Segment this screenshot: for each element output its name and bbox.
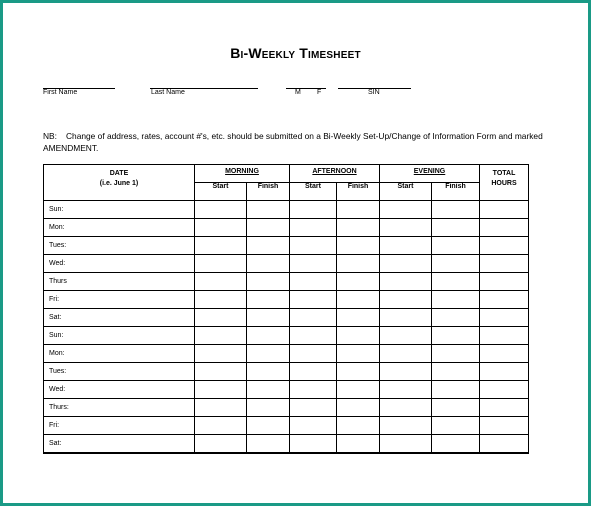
time-cell[interactable] [290,363,337,381]
table-row [44,435,529,453]
time-cell[interactable] [290,327,337,345]
day-label: Sat: [44,309,195,327]
change-note [43,130,563,154]
time-cell[interactable] [432,363,480,381]
title-text: Bi-Weekly Timesheet [230,45,361,61]
date-subheader-label: (i.e. June 1) [99,180,139,187]
day-label: Sat: [44,435,195,453]
total-cell[interactable] [480,237,529,255]
table-row [44,309,529,327]
time-cell[interactable] [432,273,480,291]
time-cell[interactable] [290,273,337,291]
time-cell[interactable] [432,327,480,345]
day-label: Tues: [44,237,195,255]
time-cell[interactable] [337,381,380,399]
time-cell[interactable] [337,309,380,327]
time-cell[interactable] [380,273,432,291]
time-cell[interactable] [290,219,337,237]
time-cell[interactable] [432,219,480,237]
time-cell[interactable] [195,399,247,417]
time-cell[interactable] [247,219,290,237]
time-cell[interactable] [195,273,247,291]
time-cell[interactable] [290,399,337,417]
time-cell[interactable] [195,309,247,327]
note-prefix: NB: [43,131,57,141]
table-row [44,219,529,237]
total-cell[interactable] [480,363,529,381]
total-cell[interactable] [480,291,529,309]
total-cell[interactable] [480,327,529,345]
table-row [44,399,529,417]
morning-finish-header: Finish [247,183,290,201]
time-cell[interactable] [247,345,290,363]
time-cell[interactable] [337,399,380,417]
time-cell[interactable] [380,417,432,435]
total-cell[interactable] [480,381,529,399]
table-row [44,381,529,399]
morning-start-header: Start [195,183,247,201]
time-cell[interactable] [290,201,337,219]
day-label: Fri: [44,417,195,435]
gender-m-label: M [295,89,301,96]
time-cell[interactable] [247,435,290,453]
total-cell[interactable] [480,345,529,363]
table-row [44,237,529,255]
time-cell[interactable] [195,327,247,345]
time-cell[interactable] [195,381,247,399]
time-cell[interactable] [337,327,380,345]
page-title [0,45,591,61]
total-cell[interactable] [480,399,529,417]
time-cell[interactable] [432,291,480,309]
sin-label: SIN [368,89,380,96]
day-label: Wed: [44,381,195,399]
time-cell[interactable] [337,363,380,381]
time-cell[interactable] [247,273,290,291]
first-name-label: First Name [43,89,78,96]
day-label: Sun: [44,327,195,345]
time-cell[interactable] [195,219,247,237]
total-label: TOTAL [492,170,516,177]
time-cell[interactable] [432,255,480,273]
time-cell[interactable] [195,237,247,255]
time-cell[interactable] [195,201,247,219]
time-cell[interactable] [290,417,337,435]
timesheet-table [43,164,529,454]
day-label: Tues: [44,363,195,381]
gender-f-label: F [317,89,322,96]
time-cell[interactable] [195,363,247,381]
time-cell[interactable] [195,417,247,435]
evening-header: EVENING [380,165,480,183]
time-cell[interactable] [432,201,480,219]
time-cell[interactable] [247,309,290,327]
day-label: Thurs: [44,399,195,417]
time-cell[interactable] [380,201,432,219]
morning-header: MORNING [195,165,290,183]
time-cell[interactable] [290,381,337,399]
date-header [44,165,195,201]
total-hours-header [480,165,529,201]
total-cell[interactable] [480,417,529,435]
time-cell[interactable] [247,363,290,381]
day-label: Wed: [44,255,195,273]
total-cell[interactable] [480,309,529,327]
total-cell[interactable] [480,273,529,291]
time-cell[interactable] [380,255,432,273]
time-cell[interactable] [432,309,480,327]
time-cell[interactable] [290,309,337,327]
time-cell[interactable] [380,237,432,255]
afternoon-start-header: Start [290,183,337,201]
table-row [44,417,529,435]
table-row [44,201,529,219]
time-cell[interactable] [337,219,380,237]
evening-start-header: Start [380,183,432,201]
day-label: Sun: [44,201,195,219]
evening-finish-header: Finish [432,183,480,201]
time-cell[interactable] [380,327,432,345]
day-label: Mon: [44,345,195,363]
day-label: Mon: [44,219,195,237]
total-cell[interactable] [480,435,529,453]
time-cell[interactable] [337,435,380,453]
time-cell[interactable] [290,237,337,255]
time-cell[interactable] [247,291,290,309]
time-cell[interactable] [337,237,380,255]
time-cell[interactable] [337,291,380,309]
time-cell[interactable] [380,399,432,417]
time-cell[interactable] [247,255,290,273]
time-cell[interactable] [432,381,480,399]
day-label: Thurs [44,273,195,291]
total-cell[interactable] [480,201,529,219]
time-cell[interactable] [337,345,380,363]
time-cell[interactable] [380,309,432,327]
last-name-label: Last Name [151,89,185,96]
time-cell[interactable] [337,273,380,291]
time-cell[interactable] [380,291,432,309]
time-cell[interactable] [290,345,337,363]
time-cell[interactable] [432,399,480,417]
afternoon-finish-header: Finish [337,183,380,201]
afternoon-header: AFTERNOON [290,165,380,183]
time-cell[interactable] [195,345,247,363]
hours-label: HOURS [491,180,517,187]
time-cell[interactable] [195,255,247,273]
time-cell[interactable] [432,435,480,453]
time-cell[interactable] [247,381,290,399]
time-cell[interactable] [337,417,380,435]
table-row [44,345,529,363]
date-header-label: DATE [109,170,129,177]
table-row [44,255,529,273]
time-cell[interactable] [337,255,380,273]
table-row [44,327,529,345]
time-cell[interactable] [290,435,337,453]
time-cell[interactable] [247,201,290,219]
time-cell[interactable] [380,363,432,381]
time-cell[interactable] [380,381,432,399]
table-row [44,273,529,291]
time-cell[interactable] [380,219,432,237]
time-cell[interactable] [380,345,432,363]
time-cell[interactable] [195,435,247,453]
time-cell[interactable] [247,417,290,435]
time-cell[interactable] [247,237,290,255]
table-row [44,291,529,309]
time-cell[interactable] [432,237,480,255]
time-cell[interactable] [380,435,432,453]
time-cell[interactable] [247,399,290,417]
total-cell[interactable] [480,219,529,237]
table-row [44,363,529,381]
time-cell[interactable] [290,255,337,273]
total-cell[interactable] [480,255,529,273]
time-cell[interactable] [195,291,247,309]
time-cell[interactable] [432,345,480,363]
time-cell[interactable] [432,417,480,435]
time-cell[interactable] [247,327,290,345]
time-cell[interactable] [337,201,380,219]
time-cell[interactable] [290,291,337,309]
note-text: Change of address, rates, account #'s, etc. should be submitted on a Bi-Weekly Set-Up/Change of Information Form and marked AMENDMENT. [43,131,543,153]
day-label: Fri: [44,291,195,309]
